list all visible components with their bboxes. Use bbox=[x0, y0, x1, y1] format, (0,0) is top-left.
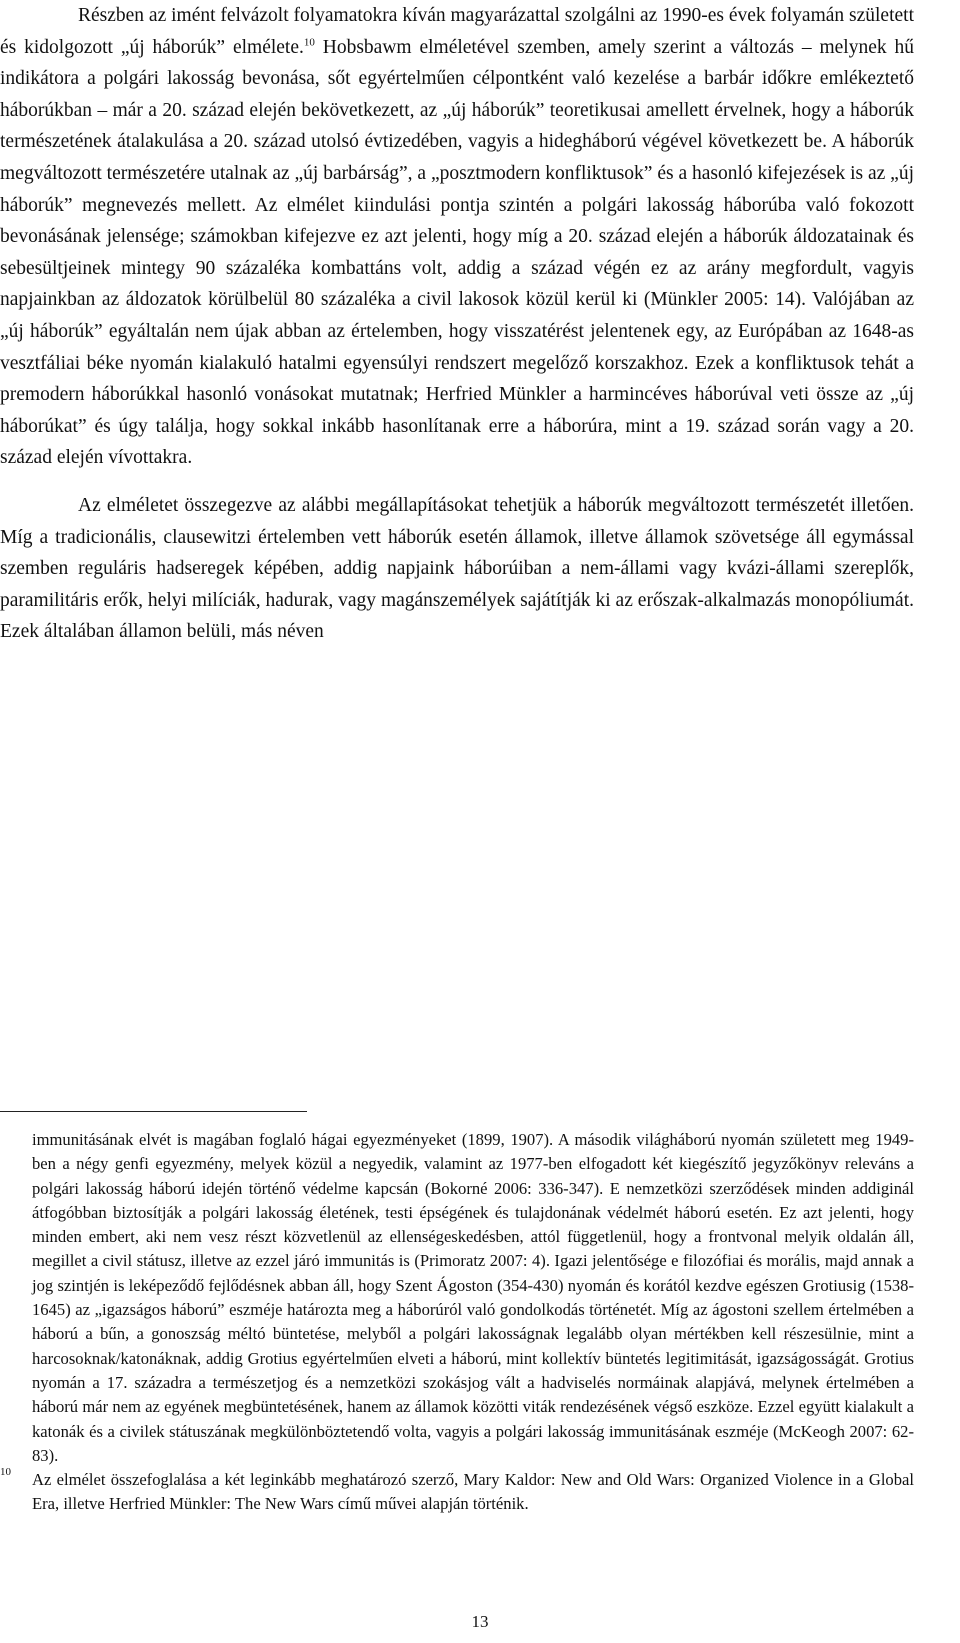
paragraph-1-rest: Hobsbawm elméletével szemben, amely szerint a változás – melynek hű indikátora a polgári lakosság bevonása, sőt egyértelműen célpontként való kezelése a barbár időkre emlékeztető háborúkban – már a 20. század elején bekövetkezett, az „új háborúk” teoretikusai amellett érvelnek, hogy a háborúk természetének átalakulása a 20. század utolsó évtizedében, vagyis a hidegháború végével következett be. A háborúk megváltozott természetére utalnak az „új barbárság”, a „posztmodern konfliktusok” és a hasonló kifejezések is az „új háborúk” megnevezés mellett. Az elmélet kiindulási pontja szintén a polgári lakosság háborúba való fokozott bevonásának jelensége; számokban kifejezve ez azt jelenti, hogy míg a 20. század elején a háborúk áldozatainak és sebesültjeinek mintegy 90 százaléka kombattáns volt, addig a század végén ez az arány megfordult, vagyis napjainkban az áldozatok körülbelül 80 százaléka a civil lakosok közül kerül ki (Münkler 2005: 14). Valójában az „új háborúk” egyáltalán nem újak abban az értelemben, hogy visszatérést jelentenek egy, az Európában az 1648-as vesztfáliai béke nyomán kialakuló hatalmi egyensúlyi rendszert megelőző korszakhoz. Ezek a konfliktusok tehát a premodern háborúkkal hasonló vonásokat mutatnak; Herfried Münkler a harmincéves háborúval veti össze az „új háborúkat” és úgy találja, hogy sokkal inkább hasonlítanak erre a háborúra, mint a 19. század során vagy a 20. század elején vívottakra. bbox=[0, 36, 914, 469]
footnotes-area bbox=[0, 1128, 914, 1517]
footnote-10-text: Az elmélet összefoglalása a két leginkább meghatározó szerző, Mary Kaldor: New and Old Wars: Organized Violence in a Global Era, illetve Herfried Münkler: The New Wars című művei alapján történik. bbox=[32, 1470, 914, 1514]
footnote-10 bbox=[0, 1468, 914, 1517]
page-number: 13 bbox=[471, 1612, 489, 1631]
footnote-separator bbox=[0, 1111, 307, 1112]
footnote-continuation: immunitásának elvét is magában foglaló hágai egyezményeket (1899, 1907). A második világháború nyomán született meg 1949-ben a négy genfi egyezmény, melyek közül a negyedik, valamint az 1977-ben elfogadott két kiegészítő jegyzőkönyv releváns a polgári lakosság háború idején történő védelme kapcsán (Bokorné 2006: 336-347). E nemzetközi szerződések minden addiginál átfogóbban biztosítják a polgári lakosság életének, testi épségének és tulajdonának védelmét háború esetén. Ez azt jelenti, hogy minden embert, aki nem vesz részt közvetlenül az ellenségeskedésben, attól függetlenül, hogy a frontvonal melyik oldalán áll, megillet a civil státusz, illetve az ezzel járó immunitás is (Primoratz 2007: 4). Igazi jelentősége e filozófiai és morális, majd annak a jog szintjén is leképeződő fejlődésnek abban áll, hogy Szent Ágoston (354-430) nyomán és korától kezdve egészen Grotiusig (1538-1645) az „igazságos háború” eszméje határozta meg a háborúról való gondolkodás történetét. Míg az ágostoni szellem értelmében a háború a bűn, a gonoszság méltó büntetése, melyből a polgári lakosságnak legalább olyan mértékben kell részesülnie, mint a harcosoknak/katonáknak, addig Grotius egyértelműen elveti a háború, mint kollektív büntetés legitimitását, igazságosságát. Grotius nyomán a 17. századra a természetjog és a nemzetközi szokásjog vált a hadviselés normáinak alapjává, melynek értelmében a háború már nem az egyének megbüntetésének, hanem az államok közötti viták rendezésének végső eszköze. Ezzel együtt kialakult a katonák és a civilek státuszának megkülönböztetendő volta, vagyis a polgári lakosság immunitásának eszméje (McKeogh 2007: 62-83). bbox=[32, 1130, 914, 1465]
paragraph-2: Az elméletet összegezve az alábbi megállapításokat tehetjük a háborúk megváltozott természetét illetően. Míg a tradicionális, clausewitzi értelemben vett háborúk esetén államok, illetve államok szövetsége áll egymással szemben reguláris hadseregek képében, addig napjaink háborúiban a nem-állami vagy kvázi-állami szereplők, paramilitáris erők, helyi milíciák, hadurak, vagy magánszemélyek sajátítják ki az erőszak-alkalmazás monopóliumát. Ezek általában államon belüli, más néven bbox=[0, 494, 914, 643]
footnote-reference-10[interactable]: 10 bbox=[303, 36, 315, 49]
paragraph-1-start: Részben az imént felvázolt folyamatokra kíván magyarázattal szolgálni az 1990-es évek folyamán született és kidolgozott „új háborúk” elmélete. bbox=[0, 5, 914, 58]
footnote-10-mark: 10 bbox=[0, 1466, 11, 1479]
main-text bbox=[0, 0, 914, 648]
paragraph-1 bbox=[0, 0, 914, 474]
